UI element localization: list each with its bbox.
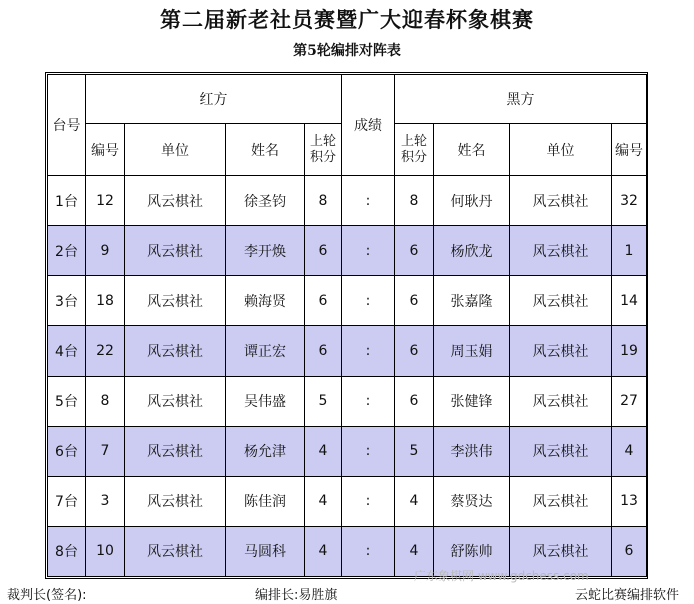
header-black-no: 编号	[612, 124, 647, 176]
cell-black-unit: 风云棋社	[510, 526, 612, 576]
watermark-text: 广东象棋网 www.gdchess.com	[414, 569, 589, 583]
cell-black-unit: 风云棋社	[510, 376, 612, 426]
header-row-top	[48, 75, 647, 124]
cell-red-prev: 6	[305, 226, 342, 276]
cell-red-no: 8	[86, 376, 125, 426]
header-black-name: 姓名	[434, 124, 510, 176]
document-subtitle: 第5轮编排对阵表	[293, 43, 401, 59]
cell-red-name: 李开焕	[226, 226, 305, 276]
cell-black-unit: 风云棋社	[510, 276, 612, 326]
header-table-no: 台号	[48, 75, 86, 176]
cell-black-prev: 6	[395, 226, 434, 276]
cell-table: 3台	[48, 276, 86, 326]
cell-black-no: 1	[612, 226, 647, 276]
table-row	[48, 226, 647, 276]
cell-black-unit: 风云棋社	[510, 226, 612, 276]
cell-red-no: 7	[86, 426, 125, 476]
cell-red-no: 22	[86, 326, 125, 376]
table-row	[48, 326, 647, 376]
header-red-name: 姓名	[226, 124, 305, 176]
cell-red-unit: 风云棋社	[125, 476, 226, 526]
cell-black-unit: 风云棋社	[510, 326, 612, 376]
header-red-prev-score: 上轮积分	[305, 124, 342, 176]
cell-red-no: 10	[86, 526, 125, 576]
cell-result: :	[342, 276, 395, 326]
table-row	[48, 476, 647, 526]
cell-black-prev: 6	[395, 276, 434, 326]
cell-red-name: 马圆科	[226, 526, 305, 576]
cell-red-unit: 风云棋社	[125, 276, 226, 326]
cell-red-no: 9	[86, 226, 125, 276]
cell-black-no: 14	[612, 276, 647, 326]
cell-red-no: 12	[86, 176, 125, 226]
cell-red-name: 谭正宏	[226, 326, 305, 376]
cell-red-prev: 8	[305, 176, 342, 226]
footer-software: 云蛇比赛编排软件	[575, 588, 680, 603]
header-result: 成绩	[342, 75, 395, 176]
table-row	[48, 426, 647, 476]
cell-red-name: 杨允津	[226, 426, 305, 476]
cell-black-prev: 6	[395, 376, 434, 426]
table-row	[48, 376, 647, 426]
cell-red-unit: 风云棋社	[125, 176, 226, 226]
cell-black-name: 蔡贤达	[434, 476, 510, 526]
cell-black-unit: 风云棋社	[510, 426, 612, 476]
cell-red-no: 3	[86, 476, 125, 526]
cell-black-name: 张健锋	[434, 376, 510, 426]
table-row	[48, 276, 647, 326]
cell-result: :	[342, 476, 395, 526]
cell-black-name: 周玉娟	[434, 326, 510, 376]
header-black-side: 黑方	[395, 75, 647, 124]
cell-black-unit: 风云棋社	[510, 476, 612, 526]
cell-red-unit: 风云棋社	[125, 326, 226, 376]
header-black-unit: 单位	[510, 124, 612, 176]
document-title: 第二届新老社员赛暨广大迎春杯象棋赛	[160, 7, 534, 32]
cell-red-prev: 4	[305, 476, 342, 526]
cell-black-prev: 6	[395, 326, 434, 376]
cell-table: 2台	[48, 226, 86, 276]
cell-black-name: 李洪伟	[434, 426, 510, 476]
cell-black-no: 13	[612, 476, 647, 526]
cell-black-unit: 风云棋社	[510, 176, 612, 226]
cell-red-prev: 4	[305, 526, 342, 576]
cell-black-prev: 4	[395, 526, 434, 576]
cell-result: :	[342, 176, 395, 226]
cell-black-prev: 4	[395, 476, 434, 526]
cell-result: :	[342, 326, 395, 376]
cell-black-no: 32	[612, 176, 647, 226]
cell-black-name: 杨欣龙	[434, 226, 510, 276]
cell-black-no: 19	[612, 326, 647, 376]
header-black-prev-score: 上轮积分	[395, 124, 434, 176]
cell-table: 4台	[48, 326, 86, 376]
cell-red-name: 陈佳润	[226, 476, 305, 526]
cell-red-prev: 5	[305, 376, 342, 426]
cell-result: :	[342, 376, 395, 426]
cell-red-prev: 4	[305, 426, 342, 476]
cell-red-prev: 6	[305, 276, 342, 326]
header-red-unit: 单位	[125, 124, 226, 176]
footer-referee: 裁判长(签名):	[7, 588, 87, 603]
cell-black-no: 27	[612, 376, 647, 426]
cell-table: 8台	[48, 526, 86, 576]
cell-red-unit: 风云棋社	[125, 226, 226, 276]
pairing-table	[47, 74, 647, 577]
header-red-no: 编号	[86, 124, 125, 176]
cell-table: 6台	[48, 426, 86, 476]
cell-result: :	[342, 226, 395, 276]
footer-arranger: 编排长:易胜旗	[255, 588, 338, 603]
cell-red-unit: 风云棋社	[125, 376, 226, 426]
cell-red-unit: 风云棋社	[125, 426, 226, 476]
cell-black-name: 张嘉隆	[434, 276, 510, 326]
cell-black-name: 何耿丹	[434, 176, 510, 226]
cell-black-prev: 5	[395, 426, 434, 476]
cell-red-name: 吴伟盛	[226, 376, 305, 426]
cell-red-name: 赖海贤	[226, 276, 305, 326]
cell-red-name: 徐圣钧	[226, 176, 305, 226]
cell-table: 1台	[48, 176, 86, 226]
table-row	[48, 176, 647, 226]
cell-red-unit: 风云棋社	[125, 526, 226, 576]
cell-black-no: 6	[612, 526, 647, 576]
cell-result: :	[342, 426, 395, 476]
cell-table: 7台	[48, 476, 86, 526]
cell-table: 5台	[48, 376, 86, 426]
cell-black-prev: 8	[395, 176, 434, 226]
cell-result: :	[342, 526, 395, 576]
cell-red-no: 18	[86, 276, 125, 326]
cell-black-name: 舒陈帅	[434, 526, 510, 576]
cell-black-no: 4	[612, 426, 647, 476]
cell-red-prev: 6	[305, 326, 342, 376]
header-red-side: 红方	[86, 75, 342, 124]
